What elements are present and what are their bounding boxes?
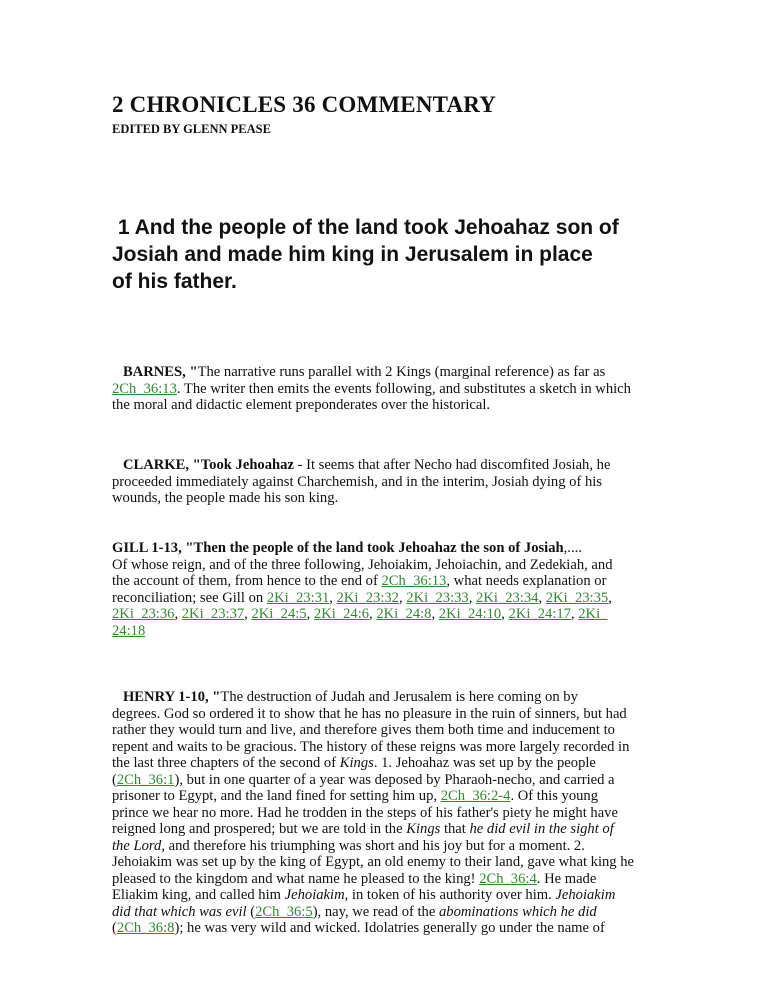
body-text: , [306, 606, 314, 622]
verse-line: of his father. [112, 270, 237, 293]
document-title: 2 CHRONICLES 36 COMMENTARY [112, 92, 497, 117]
italic-text: Jehoiakim, [284, 887, 349, 903]
body-text [112, 689, 123, 705]
document-editor: EDITED BY GLENN PEASE [112, 122, 271, 136]
gill-commentary [112, 540, 672, 639]
bold-text: CLARKE, "Took Jehoahaz [122, 457, 294, 473]
italic-text: he did evil in the sight of [469, 821, 614, 837]
body-text: repent and waits to be gracious. The history of these reigns was more largely recorded in [112, 738, 630, 755]
body-text: and therefore his triumphing was short and his joy but for a moment. 2. [164, 837, 585, 854]
verse-heading [112, 214, 619, 295]
body-text: Of whose reign, and of the three following, Jehoiakim, Jehoiachin, and Zedekiah, and [112, 556, 613, 573]
body-text: prince we hear no more. Had he trodden in the steps of his father's piety he might have [112, 804, 618, 821]
body-text: . 1. Jehoahaz was set up by the people [373, 755, 596, 771]
scripture-link[interactable]: 2Ki_23:31 [266, 589, 330, 606]
scripture-link[interactable]: 2Ki_23:34 [476, 589, 539, 606]
scripture-link[interactable]: 2Ki_24:17 [508, 606, 571, 622]
body-text: rather they would turn and live, and therefore gives them both time and inducement to [112, 722, 615, 738]
body-text: reigned long and prospered; but we are told in the [112, 821, 407, 837]
body-text [112, 364, 123, 380]
scripture-link[interactable]: 2Ki_24:10 [438, 606, 502, 622]
body-text: proceeded immediately against Charchemish, and in the interim, Josiah dying of his [112, 473, 602, 490]
verse-line: 1 And the people of the land took Jehoahaz son of [112, 216, 619, 239]
body-text: , [608, 589, 612, 606]
bold-text: HENRY 1-10, " [122, 689, 221, 705]
body-text: Eliakim king, and called him [112, 887, 285, 903]
body-text: , [538, 589, 546, 606]
scripture-link[interactable]: 24:18 [112, 622, 146, 639]
body-text: ( [112, 771, 117, 788]
scripture-link[interactable]: 2Ch_36:4 [479, 870, 537, 887]
body-text: ,.... [563, 540, 582, 556]
body-text: , [431, 606, 439, 622]
bold-text: BARNES, " [122, 364, 198, 380]
body-text: . The writer then emits the events following, and substitutes a sketch in which [176, 380, 631, 397]
body-text: wounds, the people made his son king. [112, 490, 339, 506]
body-text: ), nay, we read of the [312, 903, 439, 920]
italic-text: Kings [406, 821, 441, 837]
body-text: that [440, 821, 470, 837]
body-text: prisoner to Egypt, and the land fined for setting him up, [112, 788, 441, 804]
body-text: reconciliation; see Gill on [112, 589, 267, 606]
body-text: the last three chapters of the second of [112, 755, 340, 771]
body-text: ); he was very wild and wicked. Idolatries generally go under the name of [174, 920, 605, 936]
body-text: , [329, 589, 337, 606]
scripture-link[interactable]: 2Ki_24:5 [251, 606, 307, 622]
scripture-link[interactable]: 2Ki_24:8 [376, 606, 432, 622]
italic-text: abominations which he did [438, 903, 597, 920]
scripture-link[interactable]: 2Ch_36:13 [381, 573, 447, 589]
verse-line: Josiah and made him king in Jerusalem in place [112, 243, 593, 266]
scripture-link[interactable]: 2Ki_24:6 [313, 606, 370, 622]
scripture-link[interactable]: 2Ki_23:32 [336, 589, 399, 606]
body-text: . Of this young [510, 788, 598, 804]
body-text: Jehoiakim was set up by the king of Egypt, an old enemy to their land, gave what king he [112, 854, 635, 870]
body-text: pleased to the kingdom and what name he pleased to the king! [112, 870, 480, 887]
body-text: . He made [536, 870, 597, 887]
scripture-link[interactable]: 2Ki_23:36 [112, 606, 175, 622]
body-text: the account of them, from hence to the end of [112, 573, 382, 589]
body-text: degrees. God so ordered it to show that he has no pleasure in the ruin of sinners, but had [112, 705, 627, 722]
body-text: , what needs explanation or [446, 573, 607, 589]
body-text: , [369, 606, 377, 622]
henry-commentary [112, 689, 672, 937]
barnes-commentary [112, 364, 672, 414]
bold-text: GILL 1-13, "Then the people of the land took Jehoahaz the son of Josiah [112, 540, 564, 556]
body-text: ( [246, 903, 256, 920]
body-text: , [174, 606, 182, 622]
body-text: - It seems that after Necho had discomfited Josiah, he [293, 457, 611, 473]
scripture-link[interactable]: 2Ch_36:1 [116, 771, 175, 788]
scripture-link[interactable]: 2Ki_23:33 [406, 589, 469, 606]
body-text [112, 457, 123, 473]
scripture-link[interactable]: 2Ki_23:37 [181, 606, 245, 622]
scripture-link[interactable]: 2Ch_36:5 [255, 903, 313, 920]
body-text: , [468, 589, 477, 606]
scripture-link[interactable]: 2Ch_36:13 [112, 380, 177, 397]
body-text: The narrative runs parallel with 2 Kings (marginal reference) as far as [197, 364, 606, 380]
italic-text: Kings [339, 755, 374, 771]
body-text: ( [112, 920, 117, 936]
body-text: ), but in one quarter of a year was deposed by Pharaoh-necho, and carried a [174, 771, 615, 788]
italic-text: did that which was evil [112, 903, 247, 920]
body-text: , [570, 606, 579, 622]
body-text: the moral and didactic element preponderates over the historical. [112, 397, 491, 413]
body-text: , [398, 589, 407, 606]
scripture-link[interactable]: 2Ch_36:8 [116, 920, 175, 936]
italic-text: Jehoiakim [555, 887, 616, 903]
body-text: , [244, 606, 252, 622]
body-text: , [501, 606, 509, 622]
body-text: in token of his authority over him. [348, 887, 556, 903]
italic-text: the Lord, [112, 837, 165, 854]
scripture-link[interactable]: 2Ki_23:35 [545, 589, 609, 606]
body-text: The destruction of Judah and Jerusalem is here coming on by [220, 689, 578, 705]
clarke-commentary [112, 457, 672, 507]
scripture-link[interactable]: 2Ki_ [578, 606, 608, 622]
scripture-link[interactable]: 2Ch_36:2-4 [440, 788, 511, 804]
